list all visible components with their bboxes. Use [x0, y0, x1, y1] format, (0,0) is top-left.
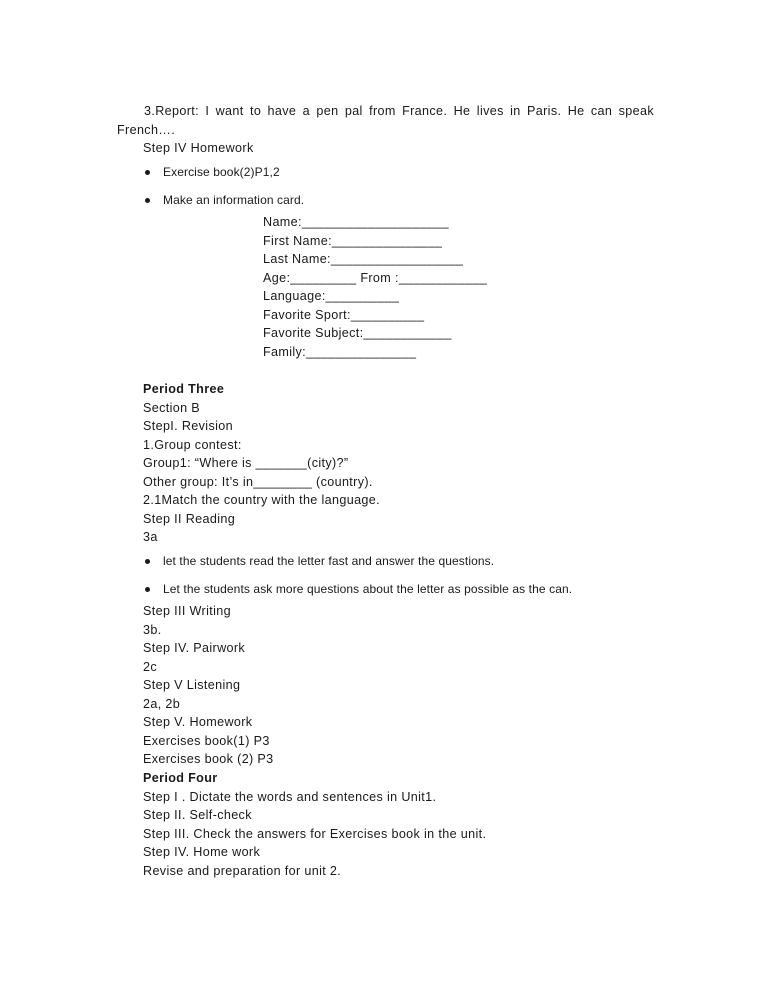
step4-homework: Step IV Homework	[143, 141, 254, 155]
period-four-heading: Period Four	[143, 771, 218, 785]
period-three-line: 1.Group contest:	[143, 437, 242, 452]
info-card-line: First Name:_______________	[263, 233, 443, 248]
report-paragraph: 3.Report: I want to have a pen pal from France. He lives in Paris. He can speak French….	[117, 104, 654, 137]
period-three-line: 2a, 2b	[143, 696, 181, 711]
period-four-line: Revise and preparation for unit 2.	[143, 863, 342, 878]
period-three-line: Other group: It’s in________ (country).	[143, 474, 373, 489]
period-three-line: Step V Listening	[143, 678, 241, 692]
period-three-line: 3a	[143, 530, 158, 544]
period-three-line: 2.1Match the country with the language.	[143, 493, 380, 507]
bullet-dot	[145, 170, 150, 175]
period-three-line: 3b.	[143, 622, 162, 637]
period-four-line: Step I . Dictate the words and sentences in Unit1.	[143, 789, 437, 804]
period-three-heading: Period Three	[143, 382, 225, 396]
homework-bullet-2: Make an information card.	[163, 193, 305, 207]
info-card-line: Family:_______________	[263, 344, 417, 359]
bullet-dot	[145, 198, 150, 203]
reading-bullet-1: let the students read the letter fast and answer the questions.	[163, 554, 495, 568]
info-card-line: Name:____________________	[263, 215, 449, 229]
period-four-line: Step IV. Home work	[143, 845, 261, 859]
info-card-line: Favorite Sport:__________	[263, 307, 425, 322]
period-three-line: Step V. Homework	[143, 715, 253, 729]
period-three-line: Step III Writing	[143, 604, 231, 618]
reading-bullet-2: Let the students ask more questions about the letter as possible as the can.	[163, 582, 573, 596]
period-three-line: 2c	[143, 659, 158, 674]
bullet-dot	[145, 559, 150, 564]
period-three-line: Exercises book (2) P3	[143, 752, 274, 766]
period-three-line: Step IV. Pairwork	[143, 641, 246, 655]
period-three-line: Group1: “Where is _______(city)?”	[143, 456, 349, 470]
bullet-dot	[145, 587, 150, 592]
info-card-line: Favorite Subject:____________	[263, 326, 452, 340]
info-card-line: Last Name:__________________	[263, 252, 464, 266]
info-card-line: Age:_________ From :____________	[263, 270, 488, 285]
period-three-line: Section B	[143, 400, 201, 415]
period-three-line: Exercises book(1) P3	[143, 733, 270, 748]
period-four-line: Step II. Self-check	[143, 808, 252, 822]
homework-bullet-1: Exercise book(2)P1,2	[163, 165, 280, 179]
period-three-line: StepI. Revision	[143, 419, 233, 433]
period-four-line: Step III. Check the answers for Exercises book in the unit.	[143, 826, 487, 841]
period-three-line: Step II Reading	[143, 511, 236, 526]
info-card-line: Language:__________	[263, 289, 400, 303]
